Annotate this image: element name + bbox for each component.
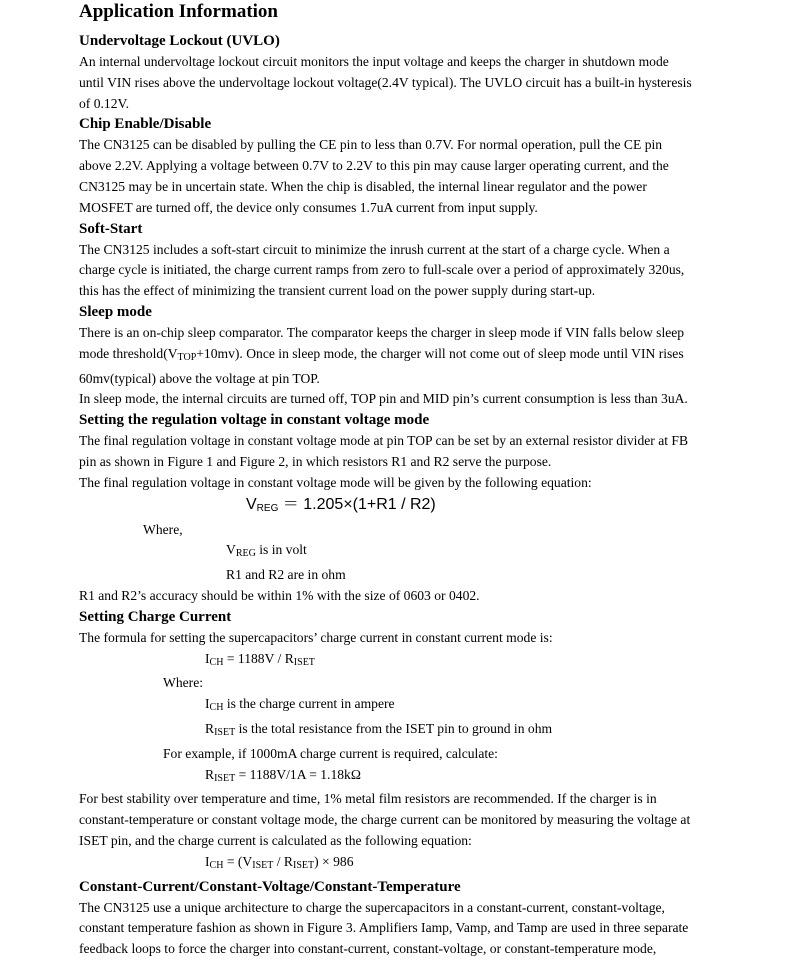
charge-intro: The formula for setting the supercapacitors’ charge current in constant current mode is:	[79, 629, 553, 645]
eq-subscript: REG	[256, 502, 279, 514]
charge-line: constant-temperature or constant voltage mode, the charge current can be monitored by measuring the voltage at	[79, 812, 691, 828]
definition-line	[205, 694, 779, 719]
chip-enable-line: The CN3125 can be disabled by pulling the CE pin to less than 0.7V. For normal operation, pull the CE pin	[79, 137, 663, 153]
riset-equation	[205, 765, 779, 790]
soft-start-line: charge cycle is initiated, the charge current ramps from zero to full-scale over a period of approximately 320us,	[79, 262, 685, 278]
regulation-line: The final regulation voltage in constant voltage mode will be given by the following equation:	[79, 474, 592, 490]
eq-subscript: CH	[209, 656, 224, 668]
eq-symbol: V	[246, 495, 257, 513]
eq-expression: ) × 986	[314, 853, 354, 869]
chip-enable-line: MOSFET are turned off, the device only consumes 1.7uA current from input supply.	[79, 199, 538, 215]
eq-expression: / R	[273, 853, 293, 869]
eq-subscript: ISET	[214, 772, 236, 784]
def-symbol: R	[205, 720, 215, 736]
def-text: is in volt	[255, 542, 307, 558]
eq-expression: = 1188V / R	[223, 650, 294, 666]
vreg-equation	[246, 494, 779, 520]
eq-expression: = (V	[223, 853, 253, 869]
definition-line	[205, 719, 779, 744]
eq-expression: = 1188V/1A = 1.18kΩ	[235, 766, 361, 782]
eq-symbol: R	[205, 766, 215, 782]
charge-line: For best stability over temperature and time, 1% metal film resistors are recommended. If the charger is in	[79, 791, 657, 807]
accuracy-note: R1 and R2’s accuracy should be within 1% with the size of 0603 or 0402.	[79, 587, 480, 603]
heading-sleep-mode: Sleep mode	[79, 303, 152, 320]
eq-symbol: I	[205, 650, 210, 666]
document-page	[79, 0, 779, 960]
def-text: is the total resistance from the ISET pin to ground in ohm	[235, 720, 553, 736]
cc-cv-ct-line: feedback loops to force the charger into constant-current, constant-voltage, or constant-temperature mode,	[79, 941, 657, 957]
eq-expression: ＝ 1.205×(1+R1 / R2)	[278, 495, 436, 513]
where-label: Where:	[163, 675, 203, 691]
uvlo-line: until VIN rises above the undervoltage lockout voltage(2.4V typical). The UVLO circuit has a built-in hysteresis	[79, 74, 692, 90]
sleep-line: In sleep mode, the internal circuits are turned off, TOP pin and MID pin’s current consumption is less than 3uA.	[79, 391, 688, 407]
soft-start-line: The CN3125 includes a soft-start circuit to minimize the inrush current at the start of a charge cycle. When a	[79, 241, 670, 257]
heading-regulation-voltage: Setting the regulation voltage in constant voltage mode	[79, 412, 430, 429]
ich-equation	[205, 649, 779, 674]
def-subscript: ISET	[214, 726, 236, 738]
def-symbol: I	[205, 696, 210, 712]
charge-line: ISET pin, and the charge current is calculated as the following equation:	[79, 832, 472, 848]
ich-monitor-equation	[205, 852, 779, 877]
example-line: For example, if 1000mA charge current is required, calculate:	[163, 745, 498, 761]
def-subscript: REG	[235, 548, 256, 560]
soft-start-line: this has the effect of minimizing the transient current load on the power supply during start-up.	[79, 283, 596, 299]
vtop-subscript: TOP	[177, 351, 197, 363]
eq-subscript: ISET	[293, 859, 315, 871]
def-symbol: V	[226, 542, 236, 558]
where-label: Where,	[143, 521, 183, 537]
heading-cc-cv-ct: Constant-Current/Constant-Voltage/Constant-Temperature	[79, 878, 461, 895]
heading-chip-enable: Chip Enable/Disable	[79, 116, 212, 133]
cc-cv-ct-line: The CN3125 use a unique architecture to charge the supercapacitors in a constant-current, constant-voltage,	[79, 899, 665, 915]
heading-soft-start: Soft-Start	[79, 220, 143, 237]
def-text: is the charge current in ampere	[223, 696, 395, 712]
eq-subscript: CH	[209, 859, 224, 871]
heading-uvlo: Undervoltage Lockout (UVLO)	[79, 33, 280, 49]
eq-subscript: ISET	[252, 859, 274, 871]
sleep-line: There is an on-chip sleep comparator. The comparator keeps the charger in sleep mode if VIN falls below sleep	[79, 324, 685, 340]
uvlo-line: An internal undervoltage lockout circuit monitors the input voltage and keeps the charger in shutdown mode	[79, 54, 669, 69]
definition-line	[226, 540, 779, 565]
chip-enable-line: above 2.2V. Applying a voltage between 0.7V to 2.2V to this pin may cause larger operating current, and the	[79, 158, 669, 174]
definition-line: R1 and R2 are in ohm	[226, 567, 346, 583]
eq-symbol: I	[205, 853, 210, 869]
uvlo-line: of 0.12V.	[79, 95, 129, 111]
cc-cv-ct-line: constant temperature fashion as shown in Figure 3. Amplifiers Iamp, Vamp, and Tamp are used in three separate	[79, 920, 689, 936]
eq-subscript: ISET	[293, 656, 315, 668]
sleep-text: mode threshold(V	[79, 345, 178, 361]
sleep-line: 60mv(typical) above the voltage at pin TOP.	[79, 370, 320, 386]
page-title: Application Information	[79, 1, 278, 22]
regulation-line: pin as shown in Figure 1 and Figure 2, in which resistors R1 and R2 serve the purpose.	[79, 453, 552, 469]
sleep-line	[79, 344, 779, 369]
regulation-line: The final regulation voltage in constant voltage mode at pin TOP can be set by an external resistor divider at FB	[79, 433, 689, 449]
heading-charge-current: Setting Charge Current	[79, 608, 232, 625]
sleep-text: +10mv). Once in sleep mode, the charger will not come out of sleep mode until VIN rises	[196, 345, 684, 361]
chip-enable-line: CN3125 may be in uncertain state. When the chip is disabled, the internal linear regulator and the power	[79, 178, 647, 194]
def-subscript: CH	[209, 702, 224, 714]
